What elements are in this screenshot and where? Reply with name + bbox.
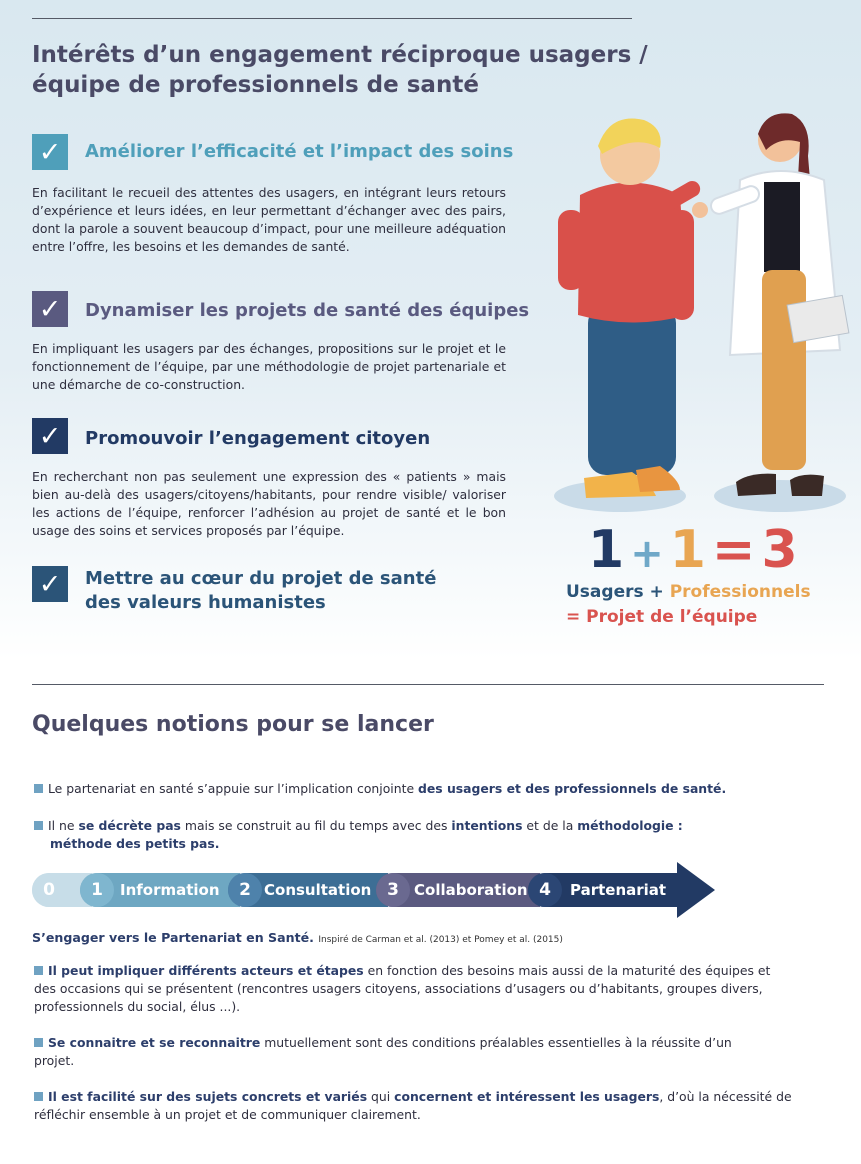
section-text: En recherchant non pas seulement une expression des « patients » mais bien au-delà des usagers/citoyens/habitants, pour rendre visible/ valoriser les actions de l’équipe, renforcer l’adhésion au projet de santé et le bon usage des soins et services proposés par l’équipe. [32,469,506,538]
section-text: En impliquant les usagers par des échanges, propositions sur le projet et le fonctionnement de l’équipe, par une méthodologie de projet partenariale et une démarche de co-construction. [32,341,506,392]
arrow-head-icon [677,862,715,918]
bullet-icon [34,784,43,793]
list-item: Se connaitre et se reconnaitre mutuellement sont des conditions préalables essentielles à la réussite d’un projet. [34,1035,732,1068]
equation-caption: Usagers + Professionnels [566,582,811,602]
equation-result: = Projet de l’équipe [566,607,758,627]
equation-3: 3 [761,520,804,580]
bullet-icon [34,1092,43,1101]
step-0: 0 [32,873,92,907]
section-divider [32,684,824,685]
section-title: Promouvoir l’engagement citoyen [85,428,431,449]
equation-equals: = [711,520,762,580]
section-text: En facilitant le recueil des attentes des usagers, en intégrant leurs retours d’expérience et leurs idées, en leur permettant d’échanger avec des pairs, dont la parole a souvent beaucoup d’impact, pour une meilleure adéquation entre l’offre, les besoins et les demandes de santé. [32,185,506,254]
equation [588,520,804,584]
step-2: 2 Consultation [228,873,388,907]
checkmark-icon: ✓ [32,291,68,327]
list-item: Le partenariat en santé s’appuie sur l’implication conjointe des usagers et des professionnels de santé. [34,780,726,798]
list-item: Il peut impliquer différents acteurs et étapes en fonction des besoins mais aussi de la maturité des équipes et des occasions qui se présentent (rencontres usagers citoyens, associations d’usagers ou d’habitants, groupes divers, professionnels du social, élus ...). [34,963,771,1014]
equation-1b: 1 [669,520,712,580]
top-divider [32,18,632,19]
checkmark-icon: ✓ [32,566,68,602]
steps-caption: S’engager vers le Partenariat en Santé. Inspiré de Carman et al. (2013) et Pomey et al. (2015) [32,930,563,945]
section-title: Dynamiser les projets de santé des équipes [85,300,530,321]
step-4: 4 Partenariat [528,873,678,907]
people-illustration [540,100,861,520]
notions-title: Quelques notions pour se lancer [32,712,434,737]
list-item: Il est facilité sur des sujets concrets et variés qui concernent et intéressent les usagers, d’où la nécessité de réfléchir ensemble à un projet et de communiquer clairement. [34,1089,792,1122]
bullet-icon [34,1038,43,1047]
list-item: Il ne se décrète pas mais se construit au fil du temps avec des intentions et de la méthodologie : méthode des petits pas. [34,817,683,853]
checkmark-icon: ✓ [32,134,68,170]
equation-1: 1 [588,520,631,580]
bullet-icon [34,821,43,830]
section-title: Mettre au cœur du projet de santé des valeurs humanistes [85,568,437,613]
step-3: 3 Collaboration [376,873,540,907]
step-1: 1 Information [80,873,240,907]
equation-plus: + [630,531,670,577]
bullet-icon [34,966,43,975]
page-title: Intérêts d’un engagement réciproque usagers / équipe de professionnels de santé [32,42,648,98]
checkmark-icon: ✓ [32,418,68,454]
section-title: Améliorer l’efficacité et l’impact des soins [85,141,514,162]
